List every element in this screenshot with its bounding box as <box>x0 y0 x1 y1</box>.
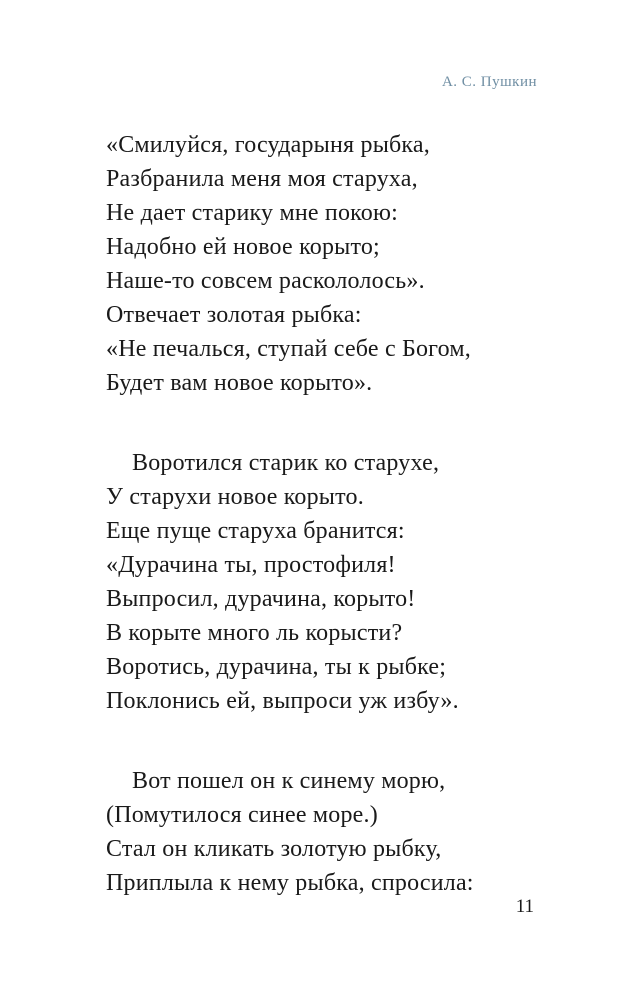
poem-line: Разбранила меня моя старуха, <box>106 166 418 192</box>
poem-line: Выпросил, дурачина, корыто! <box>106 586 416 612</box>
poem-line: Вот пошел он к синему морю, <box>132 768 446 794</box>
poem-line: «Смилуйся, государыня рыбка, <box>106 132 430 158</box>
poem-line: Поклонись ей, выпроси уж избу». <box>106 688 459 714</box>
poem-line: Надобно ей новое корыто; <box>106 234 380 260</box>
stanza <box>106 446 546 718</box>
poem-line: «Дурачина ты, простофиля! <box>106 552 396 578</box>
running-head: А. С. Пушкин <box>441 74 537 90</box>
stanza <box>106 764 546 900</box>
stanza-break <box>106 400 546 446</box>
poem-line: Будет вам новое корыто». <box>106 370 373 396</box>
poem-line: Приплыла к нему рыбка, спросила: <box>106 870 474 896</box>
poem-line: Стал он кликать золотую рыбку, <box>106 836 442 862</box>
poem-line: Воротился старик ко старухе, <box>132 450 440 476</box>
poem-line: В корыте много ль корысти? <box>106 620 403 646</box>
poem-body <box>106 128 546 900</box>
page-number: 11 <box>515 896 534 917</box>
poem-line: «Не печалься, ступай себе с Богом, <box>106 336 471 362</box>
poem-line: Не дает старику мне покою: <box>106 200 399 226</box>
poem-line: Наше-то совсем раскололось». <box>106 268 425 294</box>
poem-line: (Помутилося синее море.) <box>106 802 378 828</box>
poem-line: Отвечает золотая рыбка: <box>106 302 362 328</box>
poem-line: Воротись, дурачина, ты к рыбке; <box>106 654 447 680</box>
poem-line: У старухи новое корыто. <box>106 484 364 510</box>
poem-line: Еще пуще старуха бранится: <box>106 518 405 544</box>
stanza-break <box>106 718 546 764</box>
stanza <box>106 128 546 400</box>
